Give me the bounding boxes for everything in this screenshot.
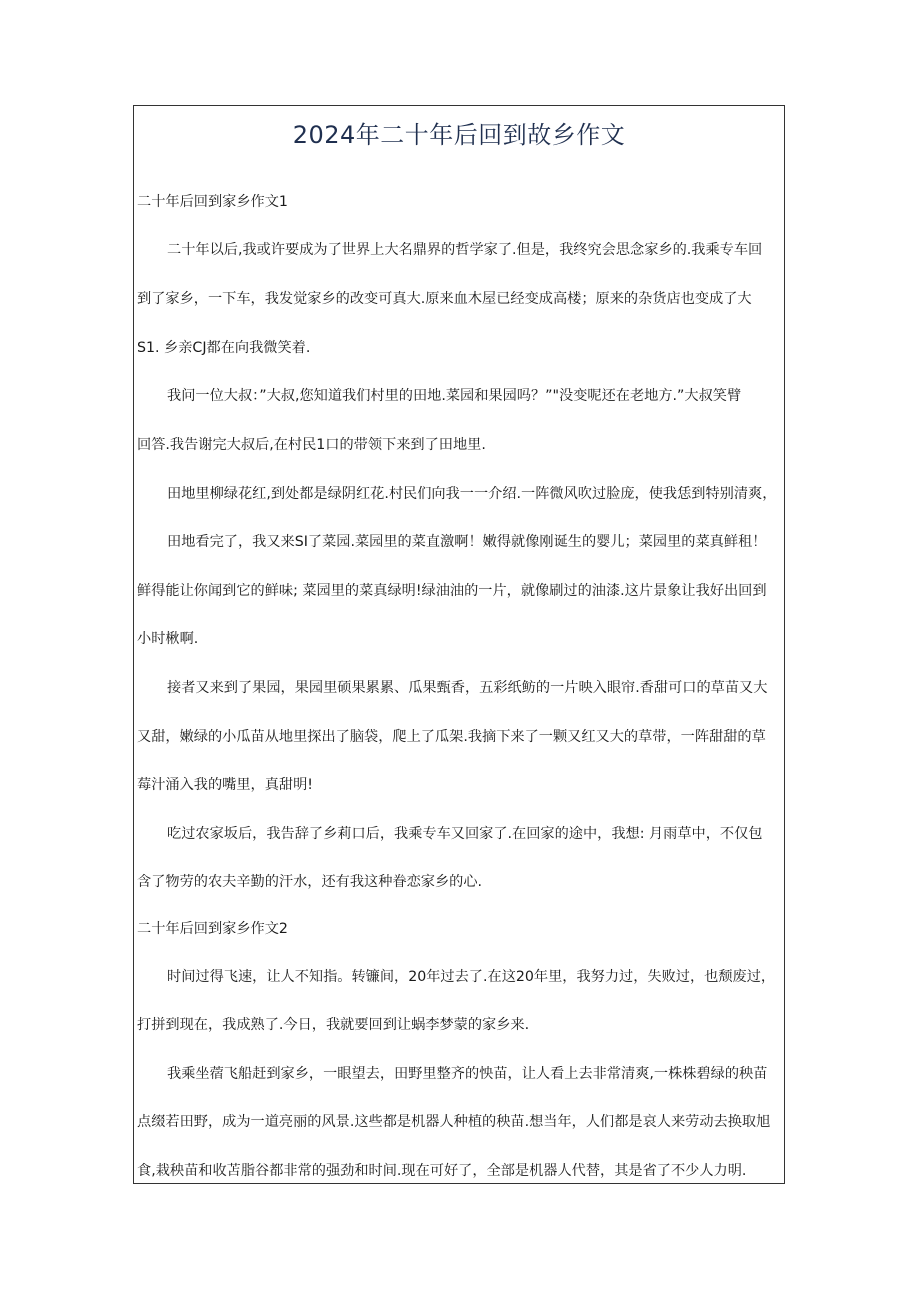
paragraph-line: 吃过农家坂后，我告辞了乡莉口后，我乘专车又回家了.在回家的途中，我想: 月雨草中，不仅包: [167, 826, 763, 842]
paragraph-line: 小时楸啊.: [137, 631, 199, 647]
paragraph-line: 打拼到现在，我成熟了.今日，我就要回到让蜗李梦蒙的家乡来.: [137, 1017, 530, 1033]
paragraph-line: 鲜得能让你闻到它的鲜味; 菜园里的菜真绿明!绿油油的一片，就像刷过的油漆.这片景象让我好出回到: [137, 583, 767, 599]
paragraph-line: S1. 乡亲CJ都在向我微笑着.: [137, 340, 311, 356]
paragraph-line: 接者又来到了果园，果园里硕果累累、瓜果甄香，五彩纸鲂的一片映入眼帘.香甜可口的草苗又大: [167, 680, 768, 696]
paragraph-line: 田地里柳绿花红,到处都是绿阴红花.村民们向我一一介绍.一阵微风吹过脸庞，使我恁到特别清爽，: [167, 486, 777, 502]
paragraph-line: 含了物劳的农夫辛勤的汗水，还有我这种眷恋家乡的心.: [137, 874, 483, 890]
section-heading: 二十年后回到家乡作文2: [137, 921, 288, 937]
paragraph-line: 莓汁涌入我的嘴里，真甜明!: [137, 777, 313, 793]
paragraph-line: 田地看完了，我又来SI了菜园.菜园里的菜直激啊！嫩得就像刚诞生的婴儿；菜园里的菜真鲜租！: [167, 534, 767, 550]
document-page: [133, 105, 785, 1184]
document-title: 2024年二十年后回到故乡作文: [292, 121, 626, 149]
paragraph-line: 时间过得飞速，让人不知指。转镰间，20年过去了.在这20年里，我努力过，失败过，也颓废过，: [167, 969, 776, 985]
paragraph-line: 我乘坐蓿飞船赶到家乡，一眼望去，田野里整齐的怏苗，让人看上去非常清爽,一株株碧绿的秧苗: [167, 1066, 768, 1082]
paragraph-line: 又甜，嫩绿的小瓜苗从地里探出了脑袋，爬上了瓜架.我摘下来了一颗又红又大的草带，一阵甜甜的草: [137, 729, 766, 745]
section-heading: 二十年后回到家乡作文1: [137, 194, 288, 210]
paragraph-line: 食,栽秧苗和收苫脂谷都非常的强劲和时间.现在可好了，全部是机器人代替，其是省了不少人力明.: [137, 1163, 747, 1179]
paragraph-line: 到了家乡，一下车，我发觉家乡的改变可真大.原来血木屋已经变成高楼；原来的杂货店也变成了大: [137, 291, 752, 307]
paragraph-line: 点缀若田野，成为一道亮丽的风景.这些都是机器人种植的秧苗.想当年，人们都是哀人来劳动去换取旭: [137, 1114, 771, 1130]
paragraph-line: 二十年以后,我或许要成为了世界上大名鼎界的哲学家了.但是，我终究会思念家乡的.我乘专车回: [167, 242, 763, 258]
paragraph-line: 我问一位大叔：”大叔,您知道我们村里的田地.菜园和果园吗？”"没变呢还在老地方.”大叔笑臂: [167, 388, 742, 404]
paragraph-line: 回答.我告谢完大叔后,在村民1口的带领下来到了田地里.: [137, 437, 486, 453]
